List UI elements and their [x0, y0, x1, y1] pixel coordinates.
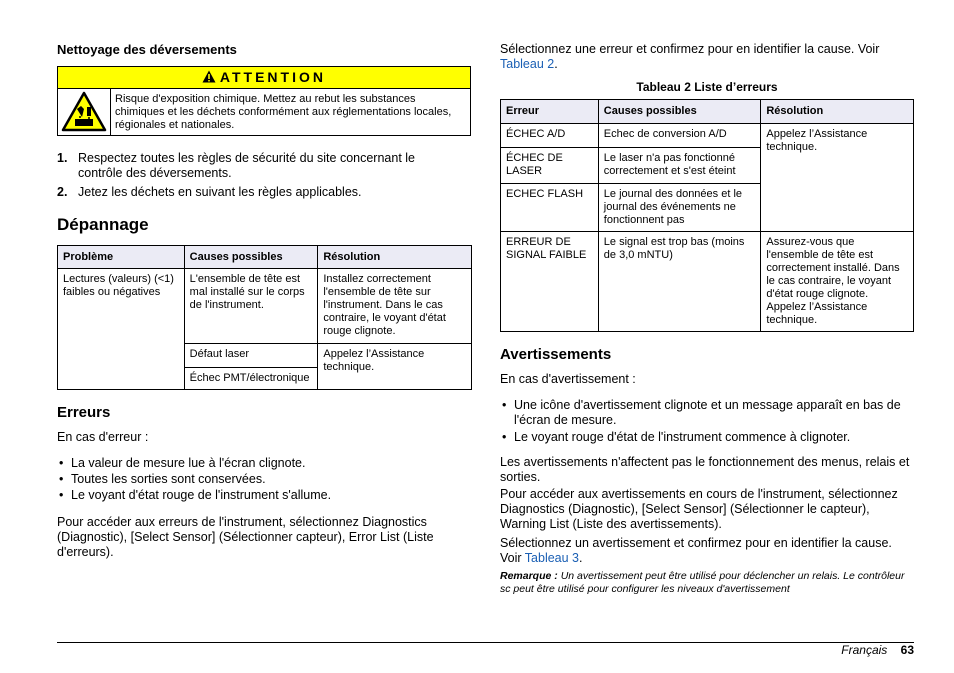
table3-link[interactable]: Tableau 3: [524, 551, 580, 565]
resolution-cell: Appelez l’Assistance technique.: [318, 344, 472, 390]
page-number: 63: [900, 643, 914, 657]
resolution-cell: Assurez-vous que l'ensemble de tête est correctement installé. Dans le cas contraire, le voyant d'état rouge clignote. Appelez l’Assistance technique.: [761, 232, 914, 332]
list-item: 1. Respectez toutes les règles de sécurité du site concernant le contrôle des déversements.: [57, 151, 415, 180]
attention-bar: [58, 67, 470, 89]
table2-link[interactable]: Tableau 2: [500, 57, 555, 71]
errors-access-text: Pour accéder aux erreurs de l'instrument, sélectionnez Diagnostics (Diagnostic), [Select Sensor] (Sélectionner capteur), Error List (Liste d'erreurs).: [57, 515, 434, 559]
troubleshooting-table: [57, 245, 472, 390]
list-item: • La valeur de mesure lue à l'écran clignote.: [57, 456, 472, 471]
footer-divider: [57, 642, 914, 643]
errors-title: Erreurs: [57, 404, 111, 421]
cause-cell: Le laser n'a pas fonctionné correctement et s'est éteint: [598, 148, 761, 184]
table-row: [501, 232, 914, 332]
warnings-bullet-list: [500, 398, 914, 446]
page-footer: [841, 643, 914, 657]
problem-cell: Lectures (valeurs) (<1) faibles ou négatives: [58, 269, 185, 390]
spill-heading: Nettoyage des déversements: [57, 42, 237, 57]
list-item: 2. Jetez les déchets en suivant les règles applicables.: [57, 185, 362, 199]
note-label: Remarque :: [500, 570, 558, 582]
col-header: Problème: [58, 246, 185, 269]
col-header: Résolution: [318, 246, 472, 269]
col-header: Causes possibles: [184, 246, 318, 269]
attention-box: [57, 66, 471, 136]
cause-cell: Echec de conversion A/D: [598, 124, 761, 148]
errors-bullet-list: [57, 456, 472, 504]
cause-cell: Défaut laser: [184, 344, 318, 368]
cause-cell: Le signal est trop bas (moins de 3,0 mNTU): [598, 232, 761, 332]
warnings-paragraph-1: Les avertissements n'affectent pas le fonctionnement des menus, relais et sorties.: [500, 455, 910, 484]
col-header: Erreur: [501, 100, 599, 124]
list-item: • Le voyant rouge d'état de l'instrument commence à clignoter.: [500, 430, 914, 445]
list-item: • Le voyant d'état rouge de l'instrument s'allume.: [57, 488, 472, 503]
cause-cell: Le journal des données et le journal des événements ne fonctionnent pas: [598, 184, 761, 232]
chemical-hazard-icon: [58, 88, 111, 135]
error-list-table: [500, 99, 914, 332]
col-header: Causes possibles: [598, 100, 761, 124]
footer-language: Français: [841, 643, 888, 657]
resolution-cell: Installez correctement l'ensemble de tête sur l'instrument. Dans le cas contraire, le voyant d'état rouge clignote.: [318, 269, 472, 344]
warning-triangle-icon: [202, 69, 220, 85]
troubleshooting-title: Dépannage: [57, 215, 149, 234]
error-cell: ECHEC FLASH: [501, 184, 599, 232]
cause-cell: Échec PMT/électronique: [184, 368, 318, 390]
spill-steps-list: [57, 151, 437, 204]
warnings-title: Avertissements: [500, 346, 612, 363]
note-text: Un avertissement peut être utilisé pour déclencher un relais. Le contrôleur sc peut être utilisé pour configurer les niveaux d'avertissement: [500, 570, 905, 595]
errors-intro: En cas d'erreur :: [57, 430, 149, 444]
warnings-intro: En cas d'avertissement :: [500, 372, 636, 386]
attention-text: Risque d'exposition chimique. Mettez au rebut les substances chimiques et les déchets conformément aux réglementations locales, régionales et nationales.: [115, 93, 452, 131]
error-cell: ÉCHEC DE LASER: [501, 148, 599, 184]
error-cell: ERREUR DE SIGNAL FAIBLE: [501, 232, 599, 332]
list-item: • Une icône d'avertissement clignote et un message apparaît en bas de l'écran de mesure.: [500, 398, 914, 428]
warnings-paragraph-3: Sélectionnez un avertissement et confirmez pour en identifier la cause. Voir Tableau 3.: [500, 536, 892, 565]
table-row: [501, 124, 914, 148]
error-cell: ÉCHEC A/D: [501, 124, 599, 148]
list-item: • Toutes les sorties sont conservées.: [57, 472, 472, 487]
attention-title: ATTENTION: [219, 69, 326, 85]
resolution-cell: Appelez l’Assistance technique.: [761, 124, 914, 232]
cause-cell: L'ensemble de tête est mal installé sur le corps de l'instrument.: [184, 269, 318, 344]
note: [500, 570, 914, 596]
col-header: Résolution: [761, 100, 914, 124]
select-error-text: Sélectionnez une erreur et confirmez pour en identifier la cause. Voir Tableau 2.: [500, 42, 880, 71]
table2-caption: Tableau 2 Liste d’erreurs: [636, 80, 778, 94]
warnings-paragraph-2: Pour accéder aux avertissements en cours de l'instrument, sélectionnez Diagnostics (Diagnostic), [Select Sensor] (Sélectionner le capteur), Warning List (Liste des avertissements).: [500, 487, 898, 531]
